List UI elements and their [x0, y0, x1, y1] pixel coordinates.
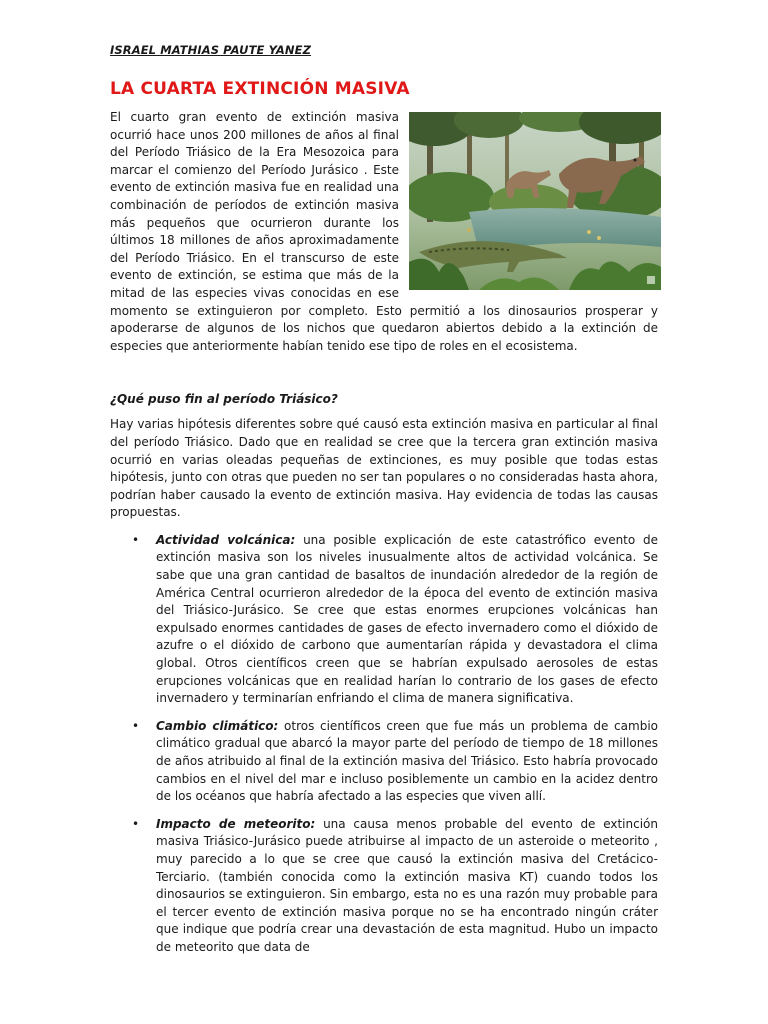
- bullet-icon: •: [132, 816, 140, 831]
- cause-text: otros científicos creen que fue más un problema de cambio climático gradual que abarcó la mayor parte del período de tiempo de 18 millones de años atribuido al final de la extinción masiva del Triásico. Esto habría provocado cambios en el nivel del mar e incluso posiblemente un cambio en la acidez dentro de los océanos que habría afectado a las especies que viven allí.: [156, 718, 658, 804]
- document-title: LA CUARTA EXTINCIÓN MASIVA: [110, 79, 410, 99]
- section-question: ¿Qué puso fin al período Triásico?: [110, 392, 338, 407]
- causes-list: [110, 532, 658, 957]
- cause-text: una posible explicación de este catastrófico evento de extinción masiva son los niveles inusualmente altos de actividad volcánica. Se sabe que una gran cantidad de basaltos de inundación alrededor de la región de América Central ocurrieron alrededor de la época del evento de extinción masiva del Triásico-Jurásico. Se cree que estas enormes erupciones volcánicas han expulsado enormes cantidades de gases de efecto invernadero como el dióxido de azufre o el dióxido de carbono que aumentarían rápida y devastadora el clima global. Otros científicos creen que se habrían expulsado aerosoles de estas erupciones volcánicas que en realidad harían lo contrario de los gases de efecto invernadero y terminarían enfriando el clima de manera significativa.: [156, 532, 659, 706]
- intro-section: [110, 109, 658, 355]
- triassic-illustration: [409, 112, 661, 290]
- author-name: ISRAEL MATHIAS PAUTE YANEZ: [110, 43, 312, 57]
- cause-item-meteorite: [132, 816, 658, 957]
- cause-text: una causa menos probable del evento de extinción masiva Triásico-Jurásico puede atribuirse al impacto de un asteroide o meteorito , muy parecido a lo que se cree que causó la extinción masiva del Cretácico-Terciario. (también conocida como la extinción masiva KT) cuando todos los dinosaurios se extinguieron. Sin embargo, esta no es una razón muy probable para el tercer evento de extinción masiva porque no se ha encontrado ningún cráter que indique que podría crear una devastación de esta magnitud. Hubo un impacto de meteorito que data de: [156, 816, 658, 954]
- cause-title: Impacto de meteorito:: [156, 816, 316, 831]
- intro-text-rest: Esto permitió a los dinosaurios prosperar y apoderarse de algunos de los nichos que quedaron abiertos debido a la extinción de especies que anteriormente habían tenido ese tipo de roles en el ecosistema.: [110, 303, 658, 353]
- cause-item-volcanic: [132, 532, 659, 708]
- cause-item-climate: [132, 718, 658, 806]
- bullet-icon: •: [132, 718, 140, 733]
- triassic-landscape-illustration-icon: [409, 112, 661, 290]
- cause-title: Cambio climático:: [156, 718, 279, 733]
- cause-title: Actividad volcánica:: [156, 532, 296, 547]
- question-paragraph: Hay varias hipótesis diferentes sobre qué causó esta extinción masiva en particular al final del período Triásico. Dado que en realidad se cree que la tercera gran extinción masiva ocurrió en varias oleadas pequeñas de extinciones, es muy posible que todas estas hipótesis, junto con otras que pueden no ser tan populares o no consideradas hasta ahora, podrían haber causado la evento de extinción masiva. Hay evidencia de todas las causas propuestas.: [110, 417, 658, 520]
- bullet-icon: •: [132, 532, 140, 547]
- intro-text-first: El cuarto gran evento de extinción masiva ocurrió hace unos 200 millones de años al final del Período Triásico de la Era Mesozoica para marcar el comienzo del Período Jurásico . Este evento de extinción masiva fue en realidad una combinación de períodos de extinción masiva más pequeños que ocurrieron durante los últimos 18 millones de años aproximadamente del Período Triásico. En el transcurso de este evento de extinción, se estima que más de la mitad de las especies vivas conocidas en ese momento se extinguieron por completo.: [110, 110, 399, 318]
